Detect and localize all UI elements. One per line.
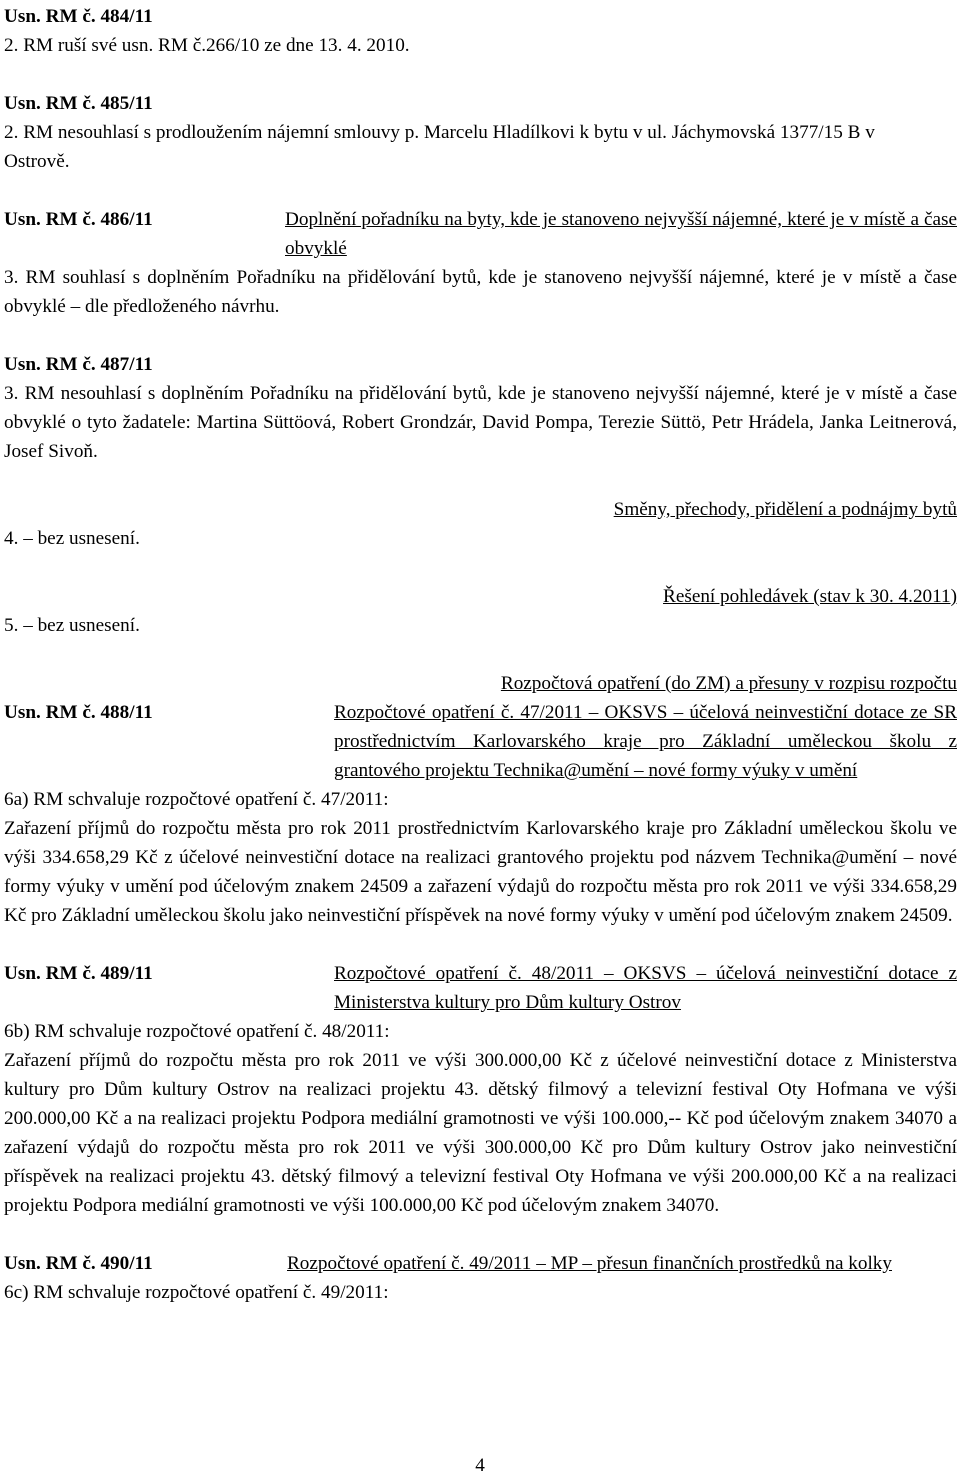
resolution-text: 3. RM nesouhlasí s doplněním Pořadníku na přidělování bytů, kde je stanoveno nejvyšší nájemné, které je v místě a čase obvyklé o tyto žadatele: Martina Süttöová, Robert Grondzár, David Pompa, Terezie Süttö, Petr Hrádela, Janka Leitnerová, Josef Sivoň.	[4, 383, 957, 462]
resolution-text: 2. RM nesouhlasí s prodloužením nájemní smlouvy p. Marcelu Hladílkovi k bytu v ul. Jáchymovská 1377/15 B v Ostrově.	[4, 122, 875, 172]
resolution-489	[4, 959, 957, 1220]
resolution-484	[4, 2, 957, 60]
section-heading: Doplnění pořadníku na byty, kde je stanoveno nejvyšší nájemné, které je v místě a čase obvyklé	[285, 209, 957, 259]
resolution-486	[4, 205, 957, 321]
resolution-label: Usn. RM č. 489/11	[4, 963, 153, 984]
section-heading: Směny, přechody, přidělení a podnájmy bytů	[613, 499, 957, 520]
resolution-line: 6b) RM schvaluje rozpočtové opatření č. 48/2011:	[4, 1021, 390, 1042]
section-heading: Řešení pohledávek (stav k 30. 4.2011)	[663, 586, 957, 607]
resolution-label: Usn. RM č. 488/11	[4, 702, 153, 723]
resolution-490	[4, 1249, 957, 1307]
section-4	[4, 495, 957, 553]
resolution-487	[4, 350, 957, 466]
resolution-line: 6a) RM schvaluje rozpočtové opatření č. 47/2011:	[4, 789, 389, 810]
resolution-line: 6c) RM schvaluje rozpočtové opatření č. 49/2011:	[4, 1282, 389, 1303]
resolution-485	[4, 89, 957, 176]
resolution-text: 3. RM souhlasí s doplněním Pořadníku na přidělování bytů, kde je stanoveno nejvyšší nájemné, které je v místě a čase obvyklé – dle předloženého návrhu.	[4, 267, 957, 317]
resolution-488	[4, 698, 957, 930]
section-6-heading: Rozpočtová opatření (do ZM) a přesuny v rozpisu rozpočtu	[500, 673, 957, 694]
resolution-label: Usn. RM č. 487/11	[4, 354, 153, 375]
section-heading: Rozpočtové opatření č. 49/2011 – MP – přesun finančních prostředků na kolky	[287, 1253, 892, 1274]
document-page	[4, 2, 957, 1307]
resolution-label: Usn. RM č. 490/11	[4, 1253, 153, 1274]
resolution-text: Zařazení příjmů do rozpočtu města pro rok 2011 prostřednictvím Karlovarského kraje pro Základní uměleckou školu ve výši 334.658,29 Kč z účelové neinvestiční dotace na realizaci grantového projektu pod názvem Technika@umění – nové formy výuky v umění pod účelovým znakem 24509 a zařazení výdajů do rozpočtu města pro rok 2011 ve výši 334.658,29 Kč pro Základní uměleckou školu jako neinvestiční příspěvek na nové formy výuky v umění pod účelovým znakem 24509.	[4, 818, 957, 926]
resolution-label: Usn. RM č. 484/11	[4, 6, 153, 27]
section-heading: Rozpočtové opatření č. 48/2011 – OKSVS – účelová neinvestiční dotace z Ministerstva kultury pro Dům kultury Ostrov	[334, 963, 957, 1013]
page-number: 4	[475, 1455, 485, 1476]
resolution-label: Usn. RM č. 486/11	[4, 209, 153, 230]
section-5	[4, 582, 957, 640]
section-heading: Rozpočtové opatření č. 47/2011 – OKSVS – účelová neinvestiční dotace ze SR prostřednictvím Karlovarského kraje pro Základní uměleckou školu z grantového projektu Technika@umění – nové formy výuky v umění	[334, 702, 957, 781]
section-text: 5. – bez usnesení.	[4, 615, 140, 636]
resolution-label: Usn. RM č. 485/11	[4, 93, 153, 114]
resolution-text: 2. RM ruší své usn. RM č.266/10 ze dne 13. 4. 2010.	[4, 35, 410, 56]
resolution-text: Zařazení příjmů do rozpočtu města pro rok 2011 ve výši 300.000,00 Kč z účelové neinvestiční dotace z Ministerstva kultury pro Dům kultury Ostrov na realizaci projektu 43. dětský filmový a televizní festival Oty Hofmana ve výši 200.000,00 Kč a na realizaci projektu Podpora mediální gramotnosti ve výši 100.000,-- Kč pod účelovým znakem 34070 a zařazení výdajů do rozpočtu města pro rok 2011 ve výši 300.000,00 Kč pro Dům kultury Ostrov jako neinvestiční příspěvek na realizaci projektu 43. dětský filmový a televizní festival Oty Hofmana ve výši 200.000,00 Kč a na realizaci projektu Podpora mediální gramotnosti ve výši 100.000,00 Kč pod účelovým znakem 34070.	[4, 1050, 957, 1216]
section-text: 4. – bez usnesení.	[4, 528, 140, 549]
